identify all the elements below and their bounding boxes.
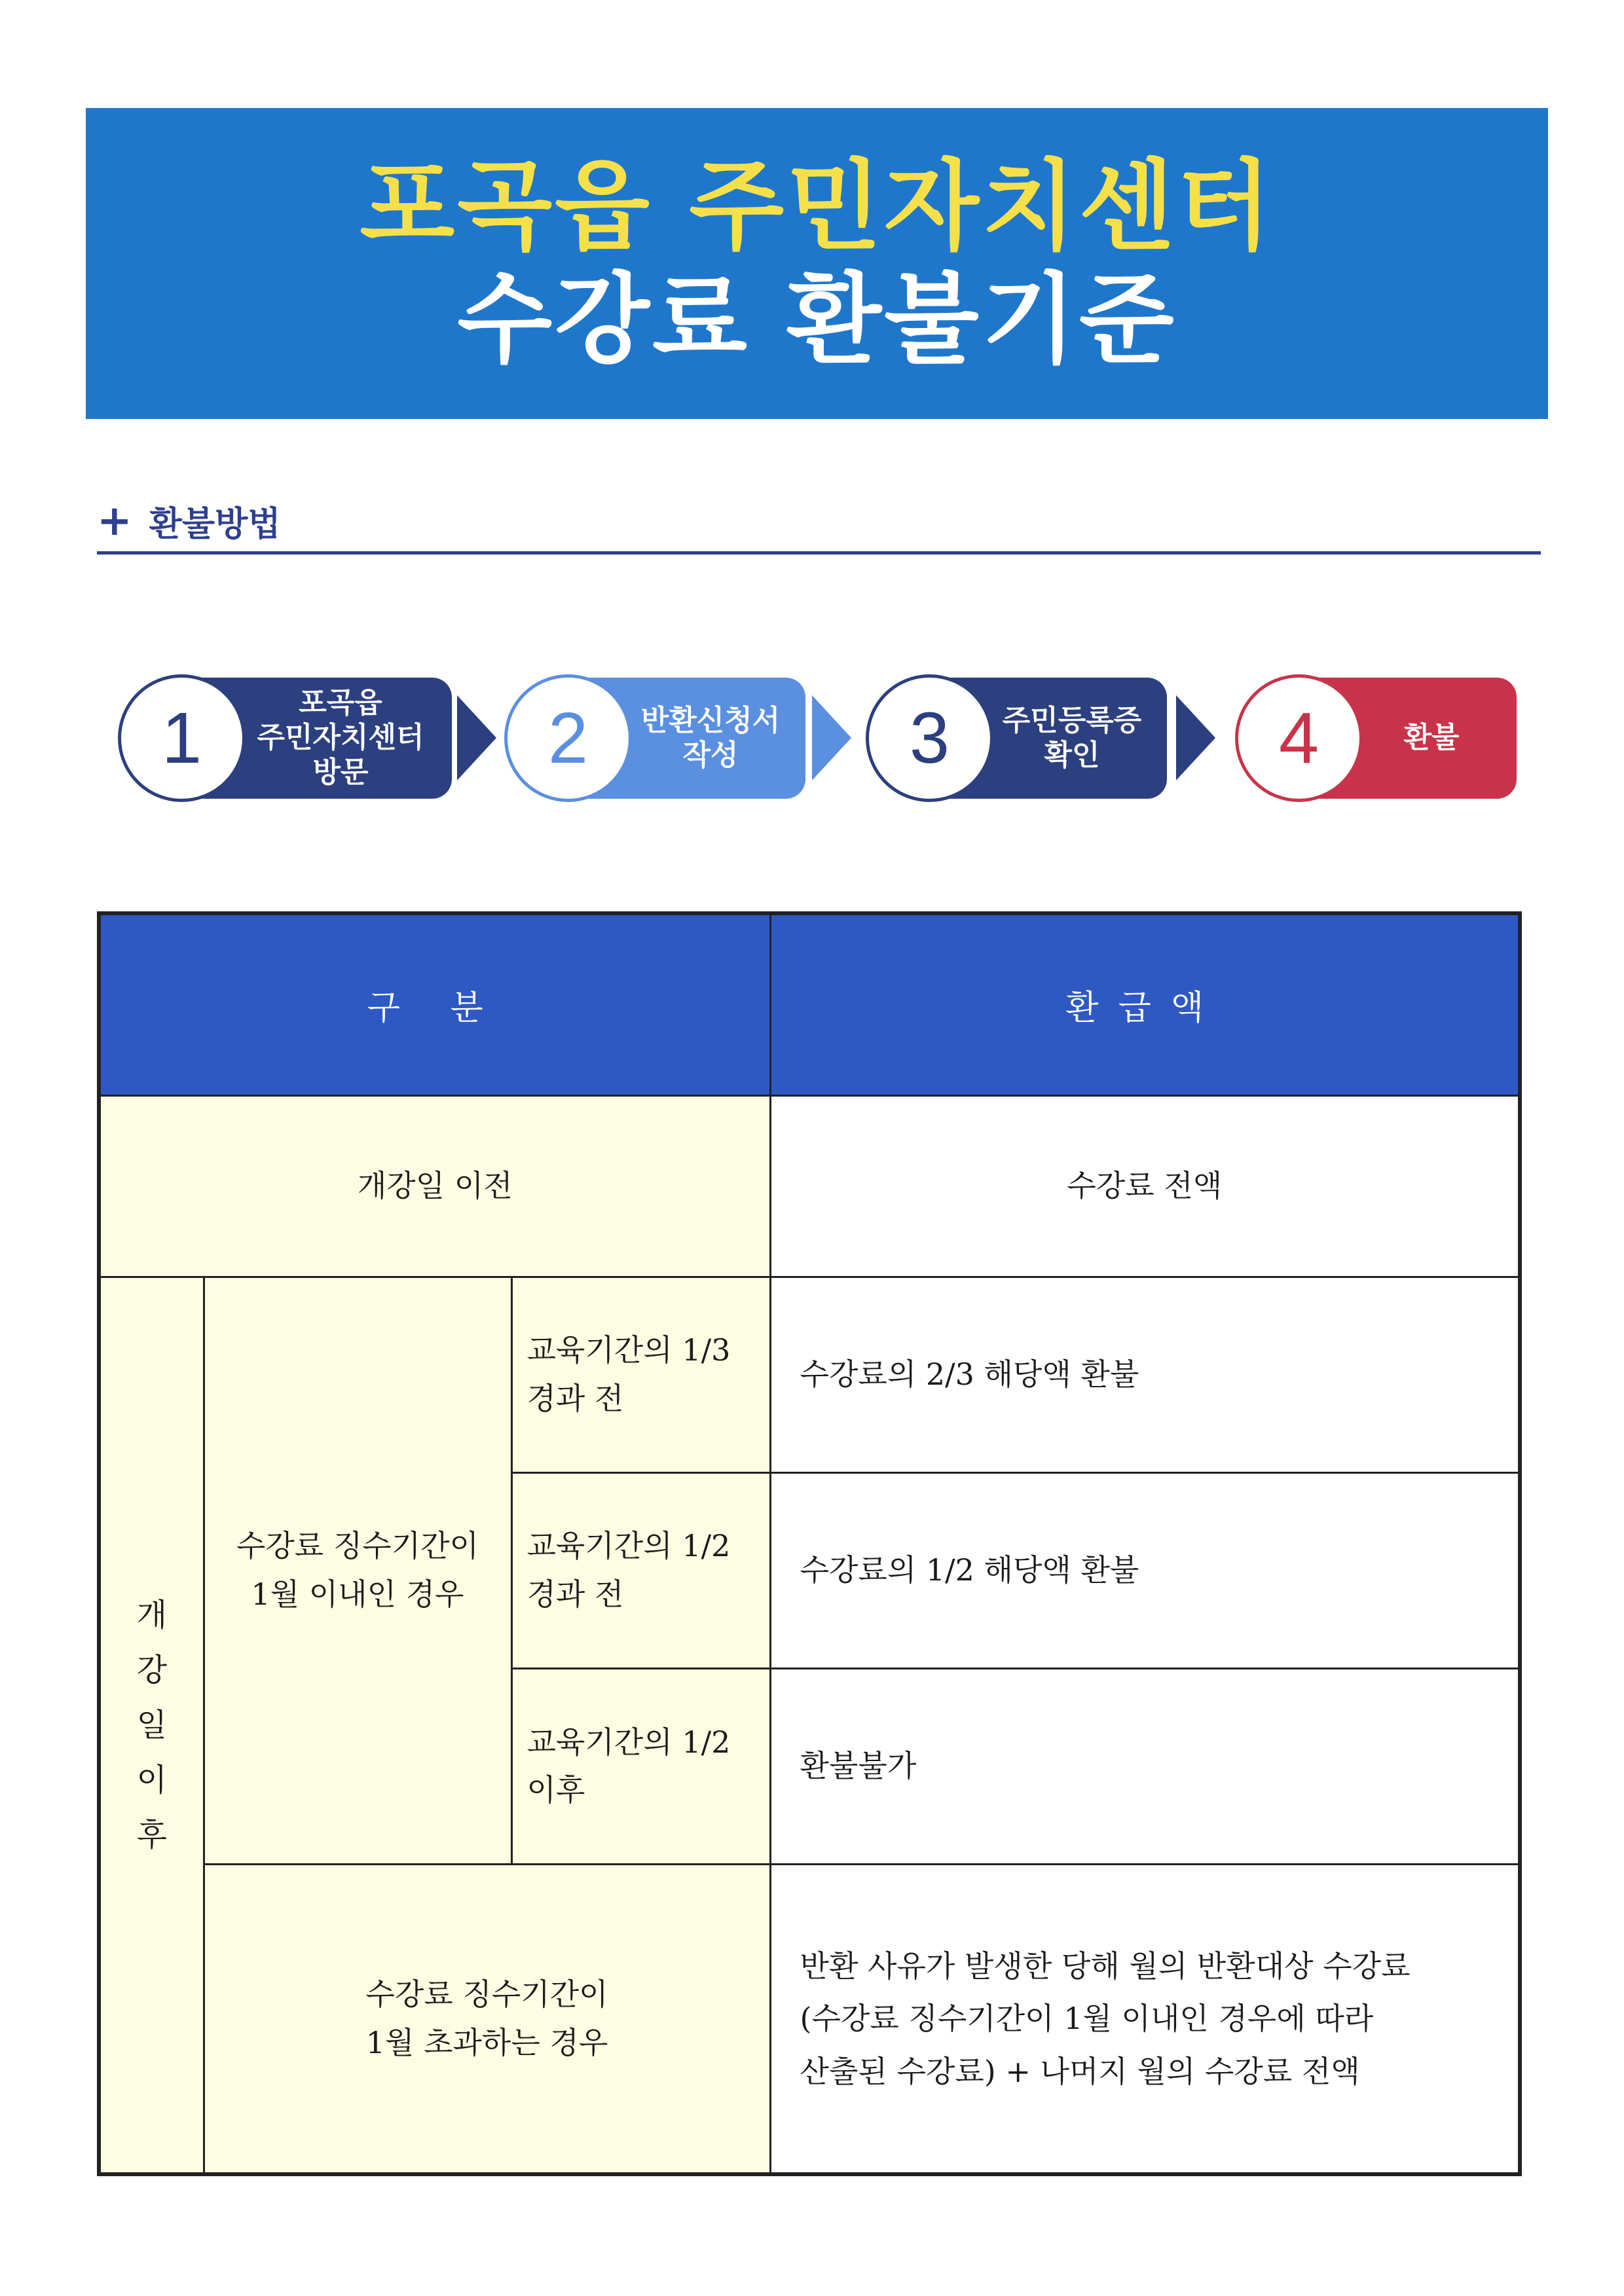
label-line: 1월 이내인 경우 [251,1576,464,1613]
arrow-right-icon [1176,695,1215,780]
step-label-line: 포곡읍 [299,686,382,720]
process-step-3 [866,674,1167,802]
amount-line: 산출된 수강료) + 나머지 월의 수강료 전액 [800,2053,1360,2089]
amount-cell: 수강료의 1/2 해당액 환불 [770,1472,1520,1668]
step-number-circle: 3 [866,674,993,802]
refund-process-flow [0,674,1624,802]
process-step-2 [504,674,805,802]
arrow-right-icon [812,695,851,780]
period-line: 경과 전 [526,1380,624,1416]
step-label-line: 작성 [682,738,739,772]
row-before-amount: 수강료 전액 [770,1095,1520,1277]
amount-cell: 수강료의 2/3 해당액 환불 [770,1277,1520,1472]
header-amount: 환급액 [770,913,1520,1095]
label-line: 수강료 징수기간이 [236,1528,479,1564]
period-line: 교육기간의 1/2 [526,1724,731,1760]
header-category: 구 분 [99,913,770,1095]
section-divider [97,551,1541,555]
process-step-1 [118,674,452,802]
step-number-circle: 2 [504,674,632,802]
table-row [99,1865,1520,2174]
section-heading [97,496,281,545]
step-label-line: 주민등록증 [1002,703,1142,737]
arrow-right-icon [457,695,496,780]
after-label-char: 이 [136,1761,167,1798]
refund-criteria-table [97,911,1522,2176]
period-line: 교육기간의 1/2 [526,1528,731,1564]
period-cell [511,1277,770,1472]
period-line: 이후 [526,1772,585,1808]
label-line: 수강료 징수기간이 [365,1976,608,2012]
table-row [99,1277,1520,1472]
after-label-char: 강 [136,1651,167,1688]
after-label-char: 개 [136,1596,167,1633]
step-number-circle: 4 [1235,674,1363,802]
after-label-char: 일 [136,1706,167,1743]
over-month-amount [770,1865,1520,2174]
step-label-line: 확인 [1044,738,1100,772]
after-label-char: 후 [136,1816,167,1853]
label-line: 1월 초과하는 경우 [365,2024,608,2060]
period-cell [511,1669,770,1865]
period-line: 경과 전 [526,1576,624,1613]
step-label-line: 방문 [312,755,369,789]
process-step-4 [1235,674,1517,802]
amount-line: 반환 사유가 발생한 당해 월의 반환대상 수강료 [800,1948,1411,1984]
step-label-line: 주민자치센터 [257,721,424,755]
banner-title-line2: 수강료 환불기준 [457,263,1177,377]
plus-icon: + [97,496,132,545]
within-month-label [204,1277,511,1864]
step-label-line: 환불 [1403,721,1460,755]
table-row [99,1095,1520,1277]
banner-title-line1: 포곡읍 주민자치센터 [360,150,1274,264]
step-label-line: 반환신청서 [640,703,781,737]
amount-line: (수강료 징수기간이 1월 이내인 경우에 따라 [800,2001,1374,2037]
row-before-label: 개강일 이전 [99,1095,770,1277]
over-month-label [204,1865,770,2174]
step-number-circle: 1 [118,674,246,802]
amount-cell: 환불불가 [770,1669,1520,1865]
period-line: 교육기간의 1/3 [526,1332,731,1368]
period-cell [511,1472,770,1668]
title-banner [86,108,1548,419]
after-opening-label [99,1277,204,2174]
table-header-row [99,913,1520,1095]
section-title: 환불방법 [149,505,281,544]
